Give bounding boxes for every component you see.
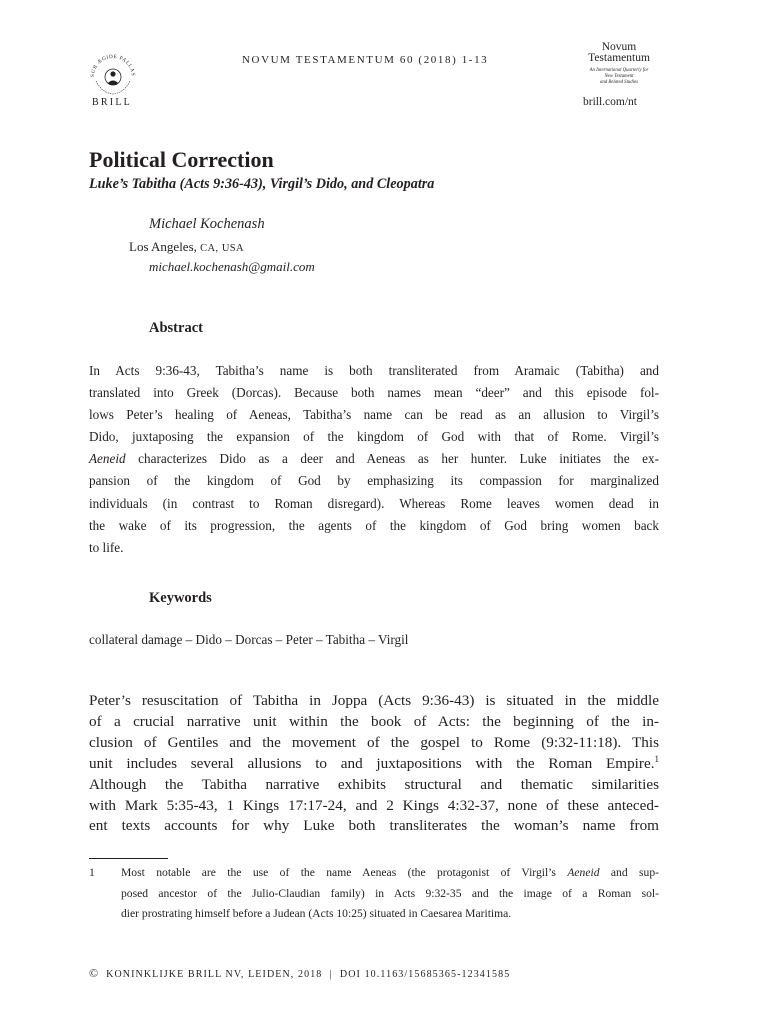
affiliation-country: USA [221,243,245,254]
brill-logo-seal [86,47,140,97]
copyright-footer [89,966,510,981]
abstract-italic-aeneid: Aeneid [89,451,126,467]
keywords-list: collateral damage – Dido – Dorcas – Peter – Tabitha – Virgil [89,632,409,647]
footnote [89,863,659,925]
abstract-line: Dido, juxtaposing the expansion of the kingdom of God with that of Rome. Virgil’s [89,429,659,445]
footnote-line-part: Most notable are the use of the name Aeneas (the protagonist of Virgil’s [121,866,568,879]
journal-subtitle [574,68,664,86]
journal-title-line-1: Novum [601,41,637,53]
abstract-line: pansion of the kingdom of God by emphasizing its compassion for marginalized [89,473,659,489]
body-line [89,754,659,775]
abstract-heading: Abstract [149,320,203,336]
journal-subtitle-line-1: An International Quarterly for [589,68,649,73]
journal-title [570,42,668,64]
abstract-text [89,360,659,559]
body-line: Peter’s resuscitation of Tabitha in Joppa (Acts 9:36-43) is situated in the middle [89,692,659,709]
body-line: ent texts accounts for why Luke both transliterates the woman’s name from [89,817,659,835]
body-line: of a crucial narrative unit within the book of Acts: the beginning of the in- [89,712,659,730]
footnote-line: dier prostrating himself before a Judean (Acts 10:25) situated in Caesarea Maritima. [121,907,512,921]
footnote-line-part: and sup- [599,866,659,879]
body-line: with Mark 5:35-43, 1 Kings 17:17-24, and 2 Kings 4:32-37, none of these anteced- [89,796,659,814]
journal-subtitle-line-2: New Testament [604,74,634,79]
abstract-line-rest: characterizes Dido as a deer and Aeneas as her hunter. Luke initiates the ex- [125,451,659,467]
journal-subtitle-line-3: and Related Studies [599,80,639,85]
article-title: Political Correction [89,147,274,172]
body-line: clusion of Gentiles and the movement of the gospel to Rome (9:32-11:18). This [89,733,659,751]
author-affiliation [129,239,244,255]
footnote-divider [89,858,168,859]
abstract-line: translated into Greek (Dorcas). Because both names mean “deer” and this episode fol- [89,385,659,401]
footnote-line [121,863,659,884]
footnote-line: posed ancestor of the Julio-Claudian family) in Acts 9:32-35 and the image of a Roman sol- [121,886,659,900]
abstract-line: In Acts 9:36-43, Tabitha’s name is both transliterated from Aramaic (Tabitha) and [89,363,659,378]
affiliation-state: CA, [200,243,219,254]
keywords-heading: Keywords [149,590,212,606]
author-email-link[interactable]: michael.kochenash@gmail.com [149,259,315,274]
journal-url-link[interactable]: brill.com/nt [583,96,637,108]
footnote-italic-aeneid: Aeneid [567,866,600,879]
copyright-text: KONINKLIJKE BRILL NV, LEIDEN, 2018 | DOI 10.1163/15685365-12341585 [106,969,511,980]
body-line: Although the Tabitha narrative exhibits structural and thematic similarities [89,775,659,793]
abstract-line: the wake of its progression, the agents of the kingdom of God bring women back [89,517,659,533]
copyright-icon: © [89,966,99,980]
body-line-text: unit includes several allusions to and juxtapositions with the Roman Empire. [89,754,655,772]
body-text [89,691,659,837]
abstract-line [89,448,659,470]
logo-lettering: SUB ÆGIDE PALLAS [89,53,137,78]
footnote-reference-link[interactable]: 1 [654,753,659,764]
article-subtitle: Luke’s Tabitha (Acts 9:36-43), Virgil’s Dido, and Cleopatra [89,176,435,192]
footnote-number: 1 [89,866,95,879]
abstract-line: lows Peter’s healing of Aeneas, Tabitha’s name can be read as an allusion to Virgil’s [89,407,659,423]
abstract-line: to life. [89,539,124,555]
footnote-text [121,863,659,925]
journal-citation: NOVUM TESTAMENTUM 60 (2018) 1-13 [242,54,489,66]
author-name: Michael Kochenash [149,216,265,232]
publisher-name: BRILL [92,97,132,108]
journal-title-line-2: Testamentum [588,52,650,64]
affiliation-city: Los Angeles, [129,239,197,254]
abstract-line: individuals (in contrast to Roman disregard). Whereas Rome leaves women dead in [89,495,659,511]
